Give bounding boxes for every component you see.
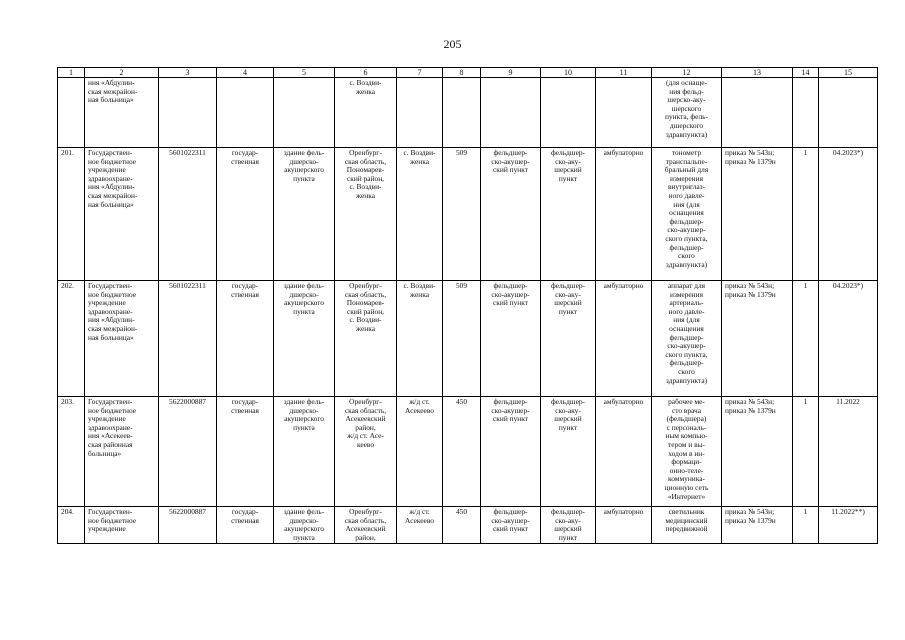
table-row [58, 397, 878, 507]
equipment-name-cell: аппарат для измерения артериаль- ного давле- ния (для оснащения фельдшер- ско-акушер- ского пункта, фельдшер- ского здравпункта) [652, 281, 722, 397]
header-cell: 3 [159, 68, 217, 78]
table-row [58, 507, 878, 544]
address-cell: с. Воздви- женка [335, 78, 397, 148]
building-type-cell: здание фель- дшерско- акушерского пункта [274, 507, 335, 544]
organization-name-cell: ния «Абдулин- ская межрайон- ная больница» [85, 78, 159, 148]
settlement-cell: ж/д ст. Асекеево [397, 507, 443, 544]
address-cell: Оренбург- ская область, Пономарев- ский район, с. Воздви- женка [335, 281, 397, 397]
unit-kind-cell: фельдшер- ско-аку- шерский пункт [541, 148, 596, 281]
ownership-form-cell [217, 78, 274, 148]
equipment-name-cell: рабочее ме- сто врача (фельдшера) с персональ- ным компью- тером и вы- ходом в ин- формаци- онно-теле- коммуника- ционную сеть «Интернет» [652, 397, 722, 507]
inn-code-cell: 5601022311 [159, 148, 217, 281]
header-cell: 7 [397, 68, 443, 78]
header-cell: 6 [335, 68, 397, 78]
ownership-form-cell: государ- ственная [217, 148, 274, 281]
building-type-cell [274, 78, 335, 148]
page-number: 205 [443, 37, 462, 51]
unit-type-cell: фельдшер- ско-акушер- ский пункт [481, 507, 541, 544]
care-form-cell: амбулаторно [596, 507, 652, 544]
header-cell: 5 [274, 68, 335, 78]
quantity-cell: 1 [793, 148, 819, 281]
organization-name-cell: Государствен- ное бюджетное учреждение здравоохране- ния «Абдулин- ская межрайон- ная больница» [85, 281, 159, 397]
header-cell: 14 [793, 68, 819, 78]
unit-type-cell: фельдшер- ско-акушер- ский пункт [481, 148, 541, 281]
ownership-form-cell: государ- ственная [217, 507, 274, 544]
address-cell: Оренбург- ская область, Асекеевский район, ж/д ст. Асе- кеево [335, 397, 397, 507]
order-reference-cell: приказ № 543н; приказ № 1379н [722, 397, 793, 507]
unit-kind-cell [541, 78, 596, 148]
equipment-name-cell: светильник медицинский передвижной [652, 507, 722, 544]
care-form-cell: амбулаторно [596, 397, 652, 507]
deadline-cell: 04.2023*) [819, 281, 878, 397]
settlement-cell: с. Воздви- женка [397, 281, 443, 397]
order-reference-cell [722, 78, 793, 148]
deadline-cell: 11.2022**) [819, 507, 878, 544]
header-cell: 15 [819, 68, 878, 78]
table-row [58, 78, 878, 148]
row-number-cell: 202. [58, 281, 85, 397]
header-cell: 4 [217, 68, 274, 78]
row-number-cell: 201. [58, 148, 85, 281]
equipment-table [57, 67, 878, 544]
care-form-cell: амбулаторно [596, 281, 652, 397]
order-reference-cell: приказ № 543н; приказ № 1379н [722, 281, 793, 397]
unit-type-cell [481, 78, 541, 148]
unit-kind-cell: фельдшер- ско-аку- шерский пункт [541, 281, 596, 397]
settlement-cell: ж/д ст. Асекеево [397, 397, 443, 507]
header-cell: 8 [443, 68, 481, 78]
ownership-form-cell: государ- ственная [217, 281, 274, 397]
header-row [58, 68, 878, 78]
organization-name-cell: Государствен- ное бюджетное учреждение здравоохране- ния «Абдулин- ская межрайон- ная больница» [85, 148, 159, 281]
population-cell: 509 [443, 281, 481, 397]
table-row [58, 281, 878, 397]
organization-name-cell: Государствен- ное бюджетное учреждение [85, 507, 159, 544]
row-number-cell: 204. [58, 507, 85, 544]
unit-kind-cell: фельдшер- ско-аку- шерский пункт [541, 397, 596, 507]
row-number-cell [58, 78, 85, 148]
header-cell: 9 [481, 68, 541, 78]
header-cell: 2 [85, 68, 159, 78]
population-cell [443, 78, 481, 148]
header-cell: 11 [596, 68, 652, 78]
care-form-cell [596, 78, 652, 148]
header-cell: 1 [58, 68, 85, 78]
row-number-cell: 203. [58, 397, 85, 507]
header-cell: 12 [652, 68, 722, 78]
equipment-name-cell: (для оснаще- ния фельд- шерско-аку- шерского пункта, фель- дшерского здравпункта) [652, 78, 722, 148]
care-form-cell: амбулаторно [596, 148, 652, 281]
address-cell: Оренбург- ская область, Асекеевский район, [335, 507, 397, 544]
order-reference-cell: приказ № 543н; приказ № 1379н [722, 148, 793, 281]
unit-type-cell: фельдшер- ско-акушер- ский пункт [481, 397, 541, 507]
deadline-cell: 04.2023*) [819, 148, 878, 281]
organization-name-cell: Государствен- ное бюджетное учреждение здравоохране- ния «Асекеев- ская районная больница» [85, 397, 159, 507]
inn-code-cell [159, 78, 217, 148]
population-cell: 450 [443, 397, 481, 507]
building-type-cell: здание фель- дшерско- акушерского пункта [274, 281, 335, 397]
equipment-name-cell: тонометр транспальпе- бральный для измерения внутриглаз- ного давле- ния (для оснащения фельдшер- ско-акушер- ского пункта, фельдшер- ского здравпункта) [652, 148, 722, 281]
quantity-cell [793, 78, 819, 148]
population-cell: 450 [443, 507, 481, 544]
inn-code-cell: 5622000887 [159, 507, 217, 544]
settlement-cell [397, 78, 443, 148]
inn-code-cell: 5622000887 [159, 397, 217, 507]
building-type-cell: здание фель- дшерско- акушерского пункта [274, 397, 335, 507]
inn-code-cell: 5601022311 [159, 281, 217, 397]
ownership-form-cell: государ- ственная [217, 397, 274, 507]
unit-kind-cell: фельдшер- ско-аку- шерский пункт [541, 507, 596, 544]
unit-type-cell: фельдшер- ско-акушер- ский пункт [481, 281, 541, 397]
order-reference-cell: приказ № 543н; приказ № 1379н [722, 507, 793, 544]
quantity-cell: 1 [793, 507, 819, 544]
header-cell: 13 [722, 68, 793, 78]
header-cell: 10 [541, 68, 596, 78]
population-cell: 509 [443, 148, 481, 281]
deadline-cell: 11.2022 [819, 397, 878, 507]
deadline-cell [819, 78, 878, 148]
quantity-cell: 1 [793, 397, 819, 507]
address-cell: Оренбург- ская область, Пономарев- ский район, с. Воздви- женка [335, 148, 397, 281]
table-row [58, 148, 878, 281]
quantity-cell: 1 [793, 281, 819, 397]
settlement-cell: с. Воздви- женка [397, 148, 443, 281]
building-type-cell: здание фель- дшерско- акушерского пункта [274, 148, 335, 281]
